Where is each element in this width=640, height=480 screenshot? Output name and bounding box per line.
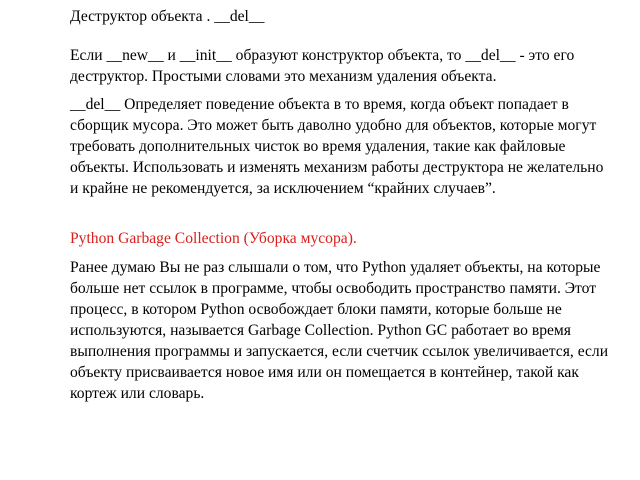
paragraph-constructor-destructor: Если __new__ и __init__ образуют конструктор объекта, то __del__ - это его деструктор. Простыми словами это механизм удаления объекта. bbox=[70, 47, 575, 85]
document-page bbox=[70, 6, 615, 411]
document-title: Деструктор объекта . __del__ bbox=[70, 8, 265, 25]
section-heading-garbage-collection: Python Garbage Collection (Уборка мусора). bbox=[70, 230, 357, 247]
paragraph-del-behavior: __del__ Определяет поведение объекта в то время, когда объект попадает в сборщик мусора. Это может быть даволно удобно для объектов, которые могут требовать дополнительных чисток во время удаления, такие как файловые объекты. Использовать и изменять механизм работы деструктора не желательно и крайне не рекомендуется, за исключением “крайних случаев”. bbox=[70, 96, 604, 197]
paragraph-garbage-collection: Ранее думаю Вы не раз слышали о том, что Python удаляет объекты, на которые больше нет ссылок в программе, чтобы освободить пространство памяти. Этот процесс, в котором Python освобождает блоки памяти, которые больше не используются, называется Garbage Collection. Python GC работает во время выполнения программы и запускается, если счетчик ссылок увеличивается, если объекту присваивается новое имя или он помещается в контейнер, такой как кортеж или словарь. bbox=[70, 259, 609, 402]
